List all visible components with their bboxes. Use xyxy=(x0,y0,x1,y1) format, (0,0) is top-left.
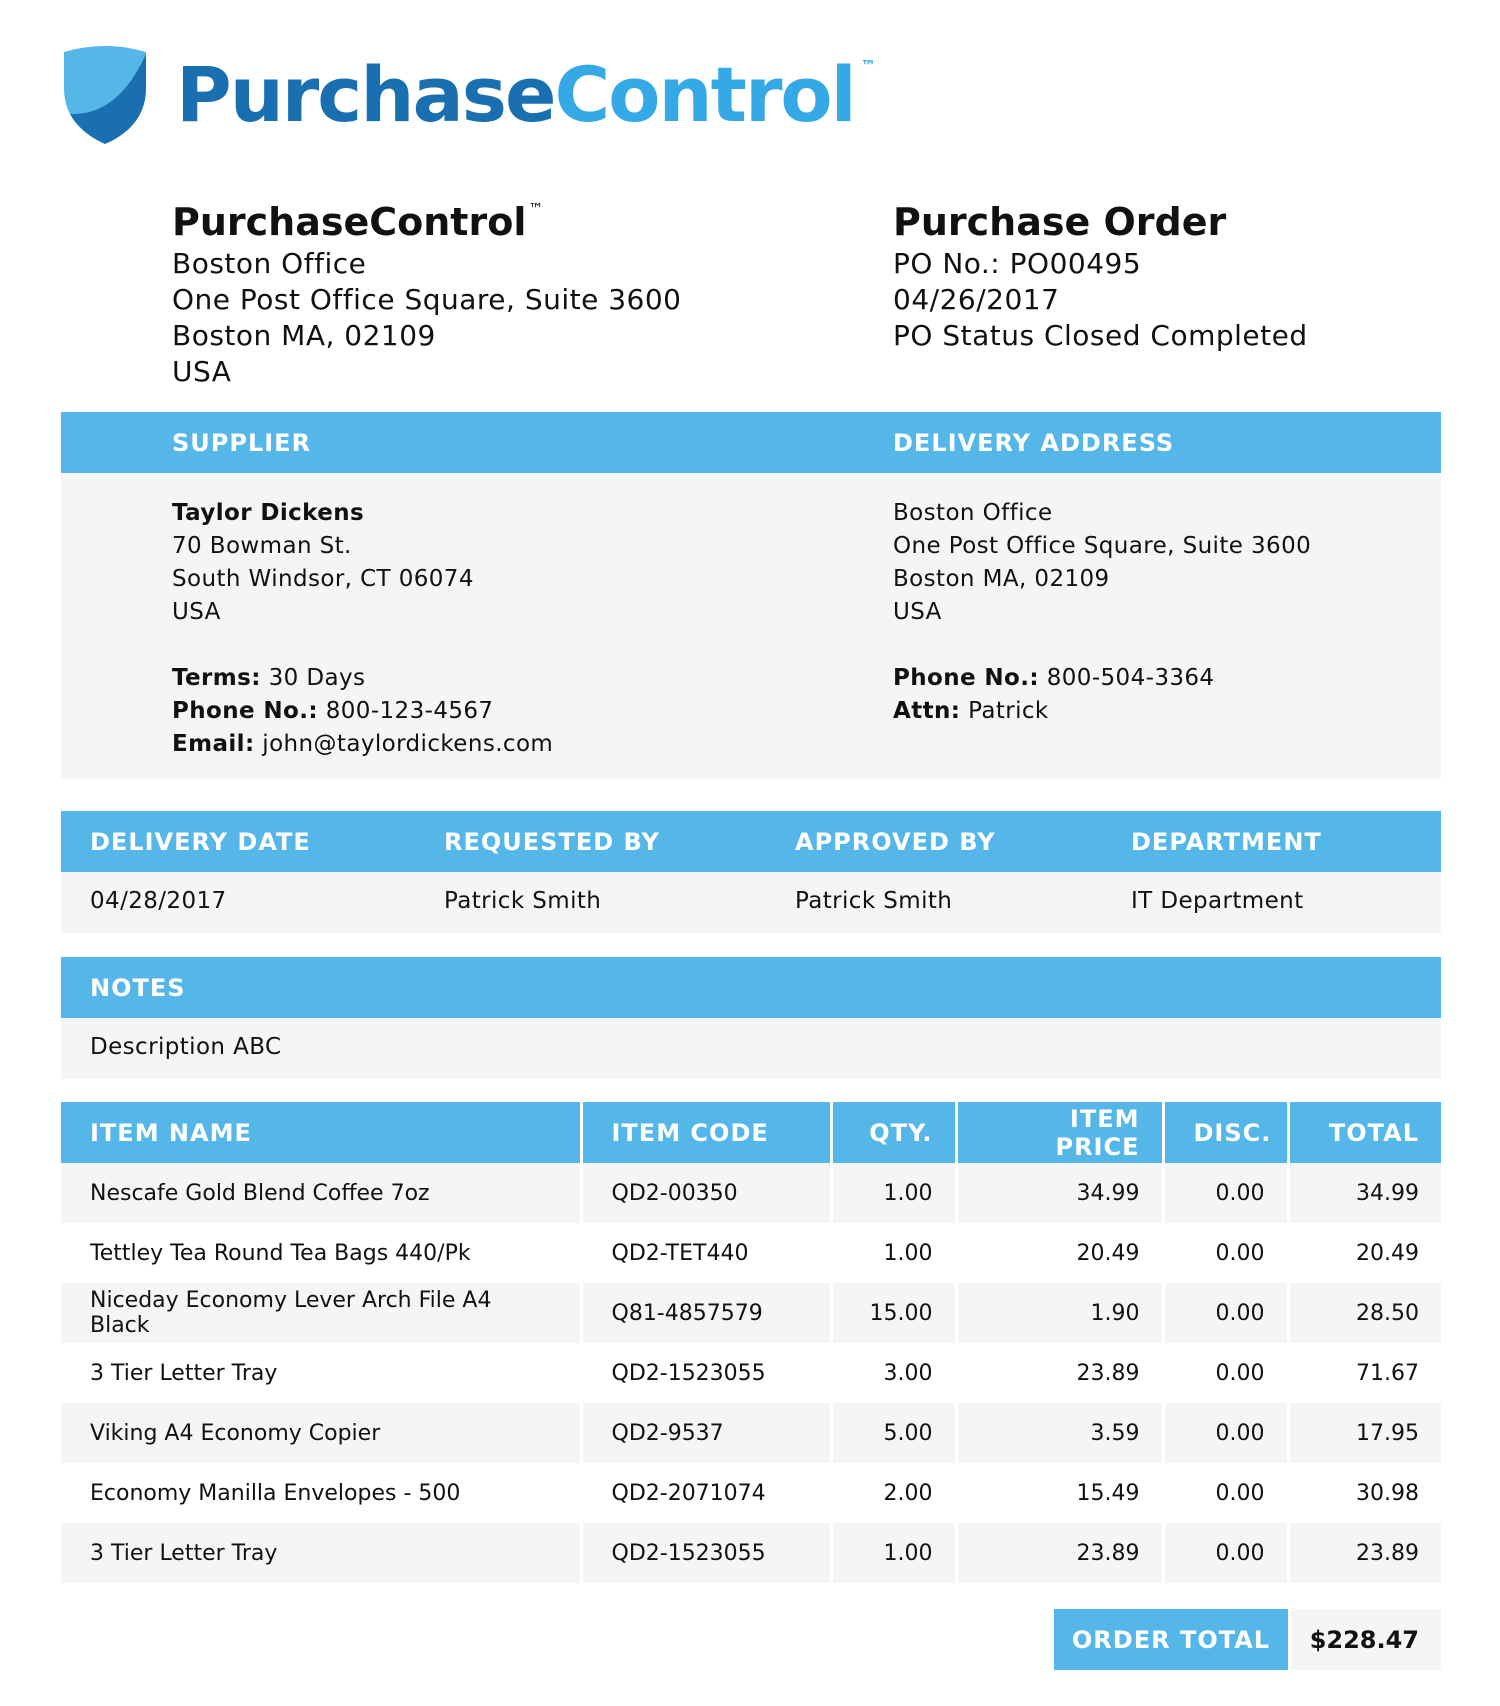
table-row xyxy=(61,1283,1441,1343)
total-cell: 28.50 xyxy=(1288,1283,1441,1343)
column-header-item-price: ITEM PRICE xyxy=(956,1102,1163,1163)
delivery-attn: Attn: Patrick xyxy=(893,698,1049,724)
item-price-cell: 20.49 xyxy=(956,1223,1163,1283)
supplier-details xyxy=(172,497,553,761)
table-row xyxy=(61,1163,1441,1223)
delivery-details xyxy=(893,497,1311,728)
delivery-address-line: USA xyxy=(893,599,942,625)
total-cell: 20.49 xyxy=(1288,1223,1441,1283)
qty-cell: 15.00 xyxy=(831,1283,956,1343)
qty-cell: 5.00 xyxy=(831,1403,956,1463)
column-header-disc: DISC. xyxy=(1163,1102,1288,1163)
item-price-cell: 34.99 xyxy=(956,1163,1163,1223)
supplier-name: Taylor Dickens xyxy=(172,500,365,526)
item-code-cell: QD2-00350 xyxy=(581,1163,831,1223)
total-cell: 71.67 xyxy=(1288,1343,1441,1403)
total-cell: 23.89 xyxy=(1288,1523,1441,1583)
disc-cell: 0.00 xyxy=(1163,1343,1288,1403)
item-price-cell: 1.90 xyxy=(956,1283,1163,1343)
item-price-cell: 3.59 xyxy=(956,1403,1163,1463)
po-number: PO No.: PO00495 xyxy=(893,247,1142,280)
column-header-qty: QTY. xyxy=(831,1102,956,1163)
item-price-cell: 23.89 xyxy=(956,1343,1163,1403)
supplier-email: Email: john@taylordickens.com xyxy=(172,731,554,757)
item-code-cell: QD2-1523055 xyxy=(581,1343,831,1403)
delivery-address-heading: DELIVERY ADDRESS xyxy=(893,429,1175,457)
disc-cell: 0.00 xyxy=(1163,1463,1288,1523)
company-address-line: Boston Office xyxy=(172,247,367,280)
item-code-cell: Q81-4857579 xyxy=(581,1283,831,1343)
po-date: 04/26/2017 xyxy=(893,283,1060,316)
qty-cell: 1.00 xyxy=(831,1523,956,1583)
address-header-bar xyxy=(61,412,1441,473)
company-address-block xyxy=(172,198,712,390)
qty-cell: 1.00 xyxy=(831,1223,956,1283)
item-name-cell: 3 Tier Letter Tray xyxy=(61,1343,581,1403)
table-row xyxy=(61,1463,1441,1523)
approved-by-heading: APPROVED BY xyxy=(795,828,996,856)
table-row xyxy=(61,1343,1441,1403)
order-total-value: $228.47 xyxy=(1291,1609,1441,1670)
column-header-item-name: ITEM NAME xyxy=(61,1102,581,1163)
qty-cell: 2.00 xyxy=(831,1463,956,1523)
po-summary-block xyxy=(893,198,1453,354)
disc-cell: 0.00 xyxy=(1163,1223,1288,1283)
company-address-line: Boston MA, 02109 xyxy=(172,319,436,352)
item-name-cell: Niceday Economy Lever Arch File A4 Black xyxy=(61,1283,581,1343)
column-header-item-code: ITEM CODE xyxy=(581,1102,831,1163)
company-address-line: One Post Office Square, Suite 3600 xyxy=(172,283,682,316)
address-panel xyxy=(61,473,1441,779)
approved-by-value: Patrick Smith xyxy=(795,888,953,914)
delivery-phone: Phone No.: 800-504-3364 xyxy=(893,665,1215,691)
disc-cell: 0.00 xyxy=(1163,1403,1288,1463)
company-name: PurchaseControl ™ xyxy=(172,200,544,244)
delivery-date-value: 04/28/2017 xyxy=(90,888,227,914)
logo-wordmark: Purchase Control ™ xyxy=(176,50,876,139)
order-total-label: ORDER TOTAL xyxy=(1054,1609,1288,1670)
department-heading: DEPARTMENT xyxy=(1131,828,1322,856)
supplier-address-line: 70 Bowman St. xyxy=(172,533,352,559)
qty-cell: 1.00 xyxy=(831,1163,956,1223)
column-header-total: TOTAL xyxy=(1288,1102,1441,1163)
qty-cell: 3.00 xyxy=(831,1343,956,1403)
item-code-cell: QD2-2071074 xyxy=(581,1463,831,1523)
delivery-address-line: Boston Office xyxy=(893,500,1053,526)
disc-cell: 0.00 xyxy=(1163,1523,1288,1583)
disc-cell: 0.00 xyxy=(1163,1163,1288,1223)
line-items-table xyxy=(61,1102,1441,1583)
disc-cell: 0.00 xyxy=(1163,1283,1288,1343)
item-code-cell: QD2-9537 xyxy=(581,1403,831,1463)
notes-heading: NOTES xyxy=(90,974,186,1002)
item-price-cell: 15.49 xyxy=(956,1463,1163,1523)
item-name-cell: Tettley Tea Round Tea Bags 440/Pk xyxy=(61,1223,581,1283)
item-price-cell: 23.89 xyxy=(956,1523,1163,1583)
document-title: Purchase Order xyxy=(893,200,1227,244)
notes-panel xyxy=(61,1018,1441,1079)
supplier-terms: Terms: 30 Days xyxy=(172,665,366,691)
notes-text: Description ABC xyxy=(90,1034,282,1060)
total-cell: 30.98 xyxy=(1288,1463,1441,1523)
item-name-cell: 3 Tier Letter Tray xyxy=(61,1523,581,1583)
supplier-phone: Phone No.: 800-123-4567 xyxy=(172,698,494,724)
table-row xyxy=(61,1223,1441,1283)
item-code-cell: QD2-1523055 xyxy=(581,1523,831,1583)
order-info-panel xyxy=(61,872,1441,933)
delivery-address-line: Boston MA, 02109 xyxy=(893,566,1110,592)
shield-logo-icon xyxy=(60,44,150,146)
item-name-cell: Economy Manilla Envelopes - 500 xyxy=(61,1463,581,1523)
order-info-header-bar xyxy=(61,811,1441,872)
requested-by-value: Patrick Smith xyxy=(444,888,602,914)
department-value: IT Department xyxy=(1131,888,1304,914)
supplier-heading: SUPPLIER xyxy=(172,429,312,457)
notes-header-bar xyxy=(61,957,1441,1018)
po-status: PO Status Closed Completed xyxy=(893,319,1308,352)
brand-logo xyxy=(60,40,876,150)
total-cell: 17.95 xyxy=(1288,1403,1441,1463)
item-name-cell: Nescafe Gold Blend Coffee 7oz xyxy=(61,1163,581,1223)
item-code-cell: QD2-TET440 xyxy=(581,1223,831,1283)
requested-by-heading: REQUESTED BY xyxy=(444,828,660,856)
delivery-date-heading: DELIVERY DATE xyxy=(90,828,311,856)
supplier-address-line: South Windsor, CT 06074 xyxy=(172,566,474,592)
item-name-cell: Viking A4 Economy Copier xyxy=(61,1403,581,1463)
total-cell: 34.99 xyxy=(1288,1163,1441,1223)
delivery-address-line: One Post Office Square, Suite 3600 xyxy=(893,533,1312,559)
company-address-line: USA xyxy=(172,355,232,388)
table-row xyxy=(61,1523,1441,1583)
supplier-address-line: USA xyxy=(172,599,221,625)
table-row xyxy=(61,1403,1441,1463)
table-header-row xyxy=(61,1102,1441,1163)
